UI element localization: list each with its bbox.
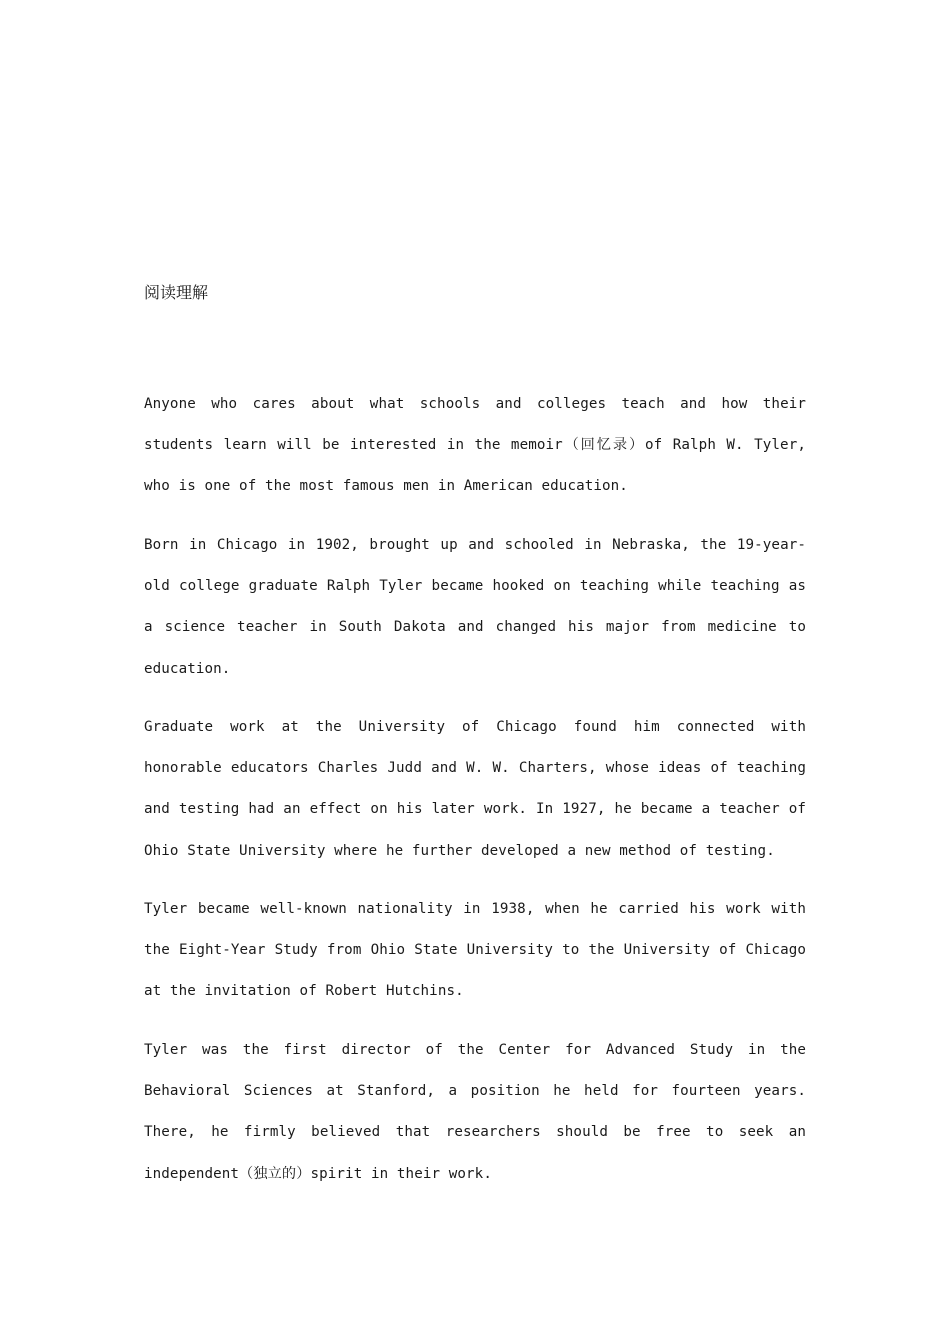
- section-heading: 阅读理解: [144, 283, 209, 302]
- paragraph: Graduate work at the University of Chicago found him connected with honorable educators Charles Judd and W. W. Charters, whose ideas of teaching and testing had an effect on his later work. In 1927, he became a teacher of Ohio State University where he further developed a new method of testing.: [144, 719, 806, 859]
- paragraph: Born in Chicago in 1902, brought up and schooled in Nebraska, the 19-year-old college graduate Ralph Tyler became hooked on teaching while teaching as a science teacher in South Dakota and changed his major from medicine to education.: [144, 537, 806, 677]
- paragraph: Anyone who cares about what schools and colleges teach and how their students learn will be interested in the memoir（回忆录）of Ralph W. Tyler, who is one of the most famous men in American education.: [144, 396, 806, 495]
- paragraph: Tyler was the first director of the Center for Advanced Study in the Behavioral Sciences at Stanford, a position he held for fourteen years. There, he firmly believed that researchers should be free to seek an independent（独立的）spirit in their work.: [144, 1042, 806, 1182]
- paragraph: Tyler became well-known nationality in 1938, when he carried his work with the Eight-Year Study from Ohio State University to the University of Chicago at the invitation of Robert Hutchins.: [144, 901, 806, 1000]
